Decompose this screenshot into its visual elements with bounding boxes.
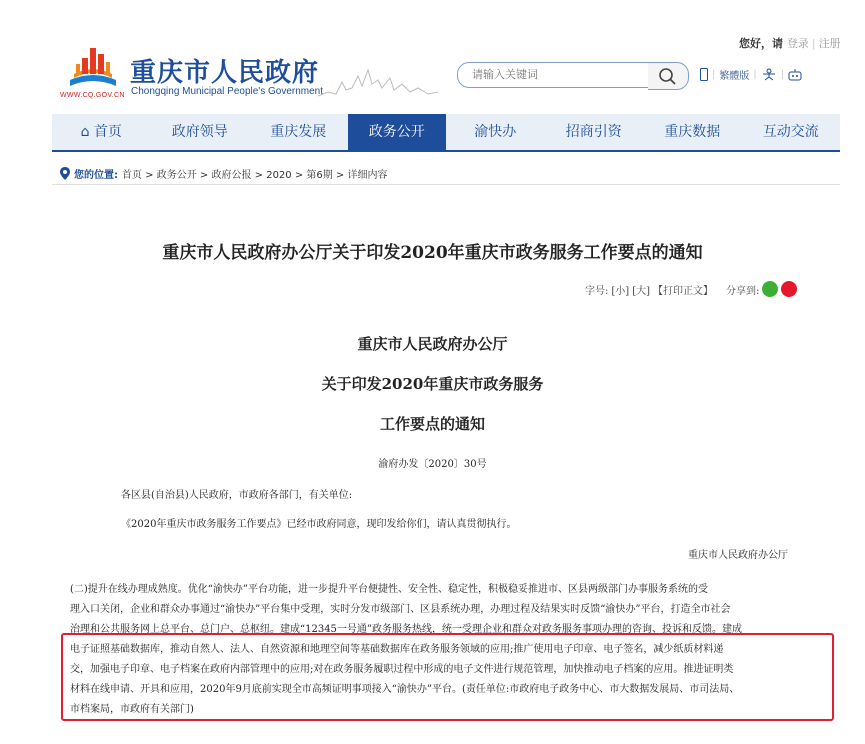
font-large-button[interactable]: [大] [632, 285, 650, 297]
accessibility-icon[interactable] [761, 68, 777, 81]
robot-icon[interactable] [788, 68, 802, 81]
location-pin-icon [60, 167, 70, 180]
nav-development[interactable]: 重庆发展 [270, 124, 327, 140]
breadcrumb-path[interactable]: 首页 > 政务公开 > 政府公报 > 2020 > 第6期 > 详细内容 [122, 170, 388, 181]
excerpt-line: 交，加强电子印章、电子档案在政府内部管理中的应用;对在政务服务履职过程中形成的电子文件进行规范管理，加快推动电子档案的应用。推进证明类 [70, 664, 734, 675]
nav-government-affairs[interactable]: 政务公开 [348, 114, 447, 150]
article-title: 重庆市人民政府办公厅关于印发2020年重庆市政务服务工作要点的通知 [162, 243, 703, 263]
breadcrumb-label: 您的位置: [74, 170, 118, 181]
traditional-chinese-link[interactable]: 繁體版 [719, 71, 750, 82]
search-button[interactable] [648, 62, 689, 90]
login-link[interactable]: 登录 [786, 37, 809, 50]
government-logo-icon[interactable] [62, 40, 124, 92]
register-link[interactable]: 注册 [818, 37, 841, 50]
nav-interaction[interactable]: 互动交流 [762, 124, 819, 140]
header-tools: | 繁體版 | | [700, 67, 802, 82]
search-icon [648, 63, 688, 89]
excerpt-line: 市档案局，市政府有关部门) [70, 704, 194, 715]
doc-title-line2: 工作要点的通知 [379, 415, 485, 433]
doc-issuer: 重庆市人民政府办公厅 [357, 335, 508, 353]
nav-leaders[interactable]: 政府领导 [171, 124, 228, 140]
doc-body: 《2020年重庆市政务服务工作要点》已经市政府同意，现印发给你们，请认真贯彻执行。 [121, 519, 517, 530]
excerpt-line: (二)提升在线办理成熟度。优化“渝快办”平台功能，进一步提升平台便捷性、安全性、稳定性，积极稳妥推进市、区县两级部门办事服务系统的受 [70, 584, 709, 595]
wechat-icon[interactable] [762, 281, 778, 297]
nav-investment[interactable]: 招商引资 [565, 124, 622, 140]
search-input[interactable] [470, 67, 644, 82]
excerpt-line: 理入口关闭，企业和群众办事通过“渝快办”平台集中受理，实时分发市级部门、区县系统办理，办理过程及结果实时反馈“渝快办”平台，打造全市社会 [70, 604, 731, 615]
logo-url: WWW.CQ.GOV.CN [60, 92, 125, 99]
mobile-icon[interactable] [700, 68, 708, 81]
share-label: 分享到: [726, 285, 760, 297]
doc-number: 渝府办发〔2020〕30号 [378, 459, 487, 470]
search-field[interactable] [457, 62, 649, 88]
doc-title-line1: 关于印发2020年重庆市政务服务 [321, 375, 544, 393]
nav-home[interactable]: ⌂ 首页 [80, 124, 122, 140]
skyline-decoration [318, 62, 438, 98]
user-greeting: 您好，请 登录 | 注册 [739, 37, 841, 50]
site-title[interactable]: 重庆市人民政府 [130, 58, 320, 88]
breadcrumb [60, 166, 388, 181]
font-small-button[interactable]: [小] [611, 285, 630, 297]
excerpt-line: 电子证照基础数据库，推动自然人、法人、自然资源和地理空间等基础数据库在政务服务领域的应用;推广使用电子印章、电子签名，减少纸质材料递 [70, 644, 724, 655]
nav-data[interactable]: 重庆数据 [664, 124, 721, 140]
excerpt-line: 材料在线申请、开具和应用，2020年9月底前实现全市高频证明事项接入“渝快办”平台。(责任单位:市政府电子政务中心、市大数据发展局、市司法局、 [70, 684, 740, 695]
font-size-label: 字号: [585, 285, 609, 297]
home-icon: ⌂ [80, 124, 94, 140]
excerpt-line: 治理和公共服务网上总平台、总门户、总枢纽。建成“12345一号通”政务服务热线，统一受理企业和群众对政务服务事项办理的咨询、投诉和反馈。建成 [70, 624, 743, 635]
highlight-box [61, 633, 834, 721]
print-button[interactable]: 【打印正文】 [653, 285, 713, 297]
article-tools [585, 281, 797, 297]
doc-signer: 重庆市人民政府办公厅 [688, 550, 788, 561]
site-subtitle: Chongqing Municipal People's Government [131, 86, 324, 97]
main-nav [52, 114, 840, 152]
nav-yukuaiban[interactable]: 渝快办 [474, 124, 517, 140]
doc-addressee: 各区县(自治县)人民政府，市政府各部门，有关单位: [121, 490, 353, 501]
divider [52, 184, 840, 185]
weibo-icon[interactable] [781, 281, 797, 297]
